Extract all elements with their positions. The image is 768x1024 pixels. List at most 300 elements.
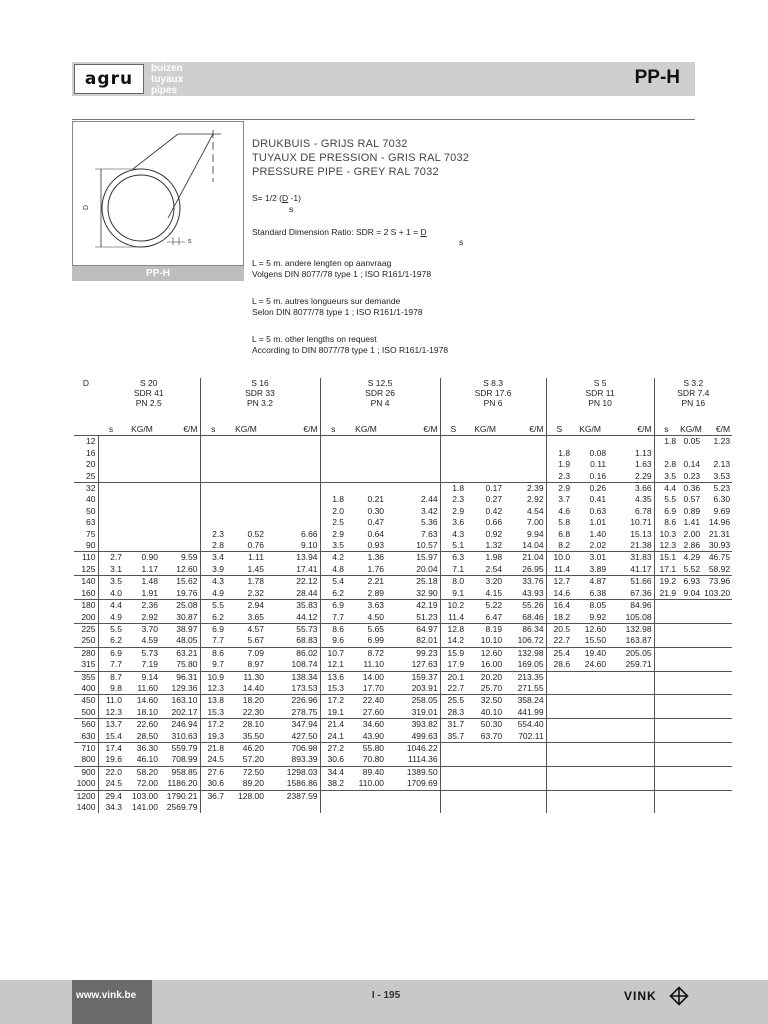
table-cell — [504, 459, 546, 470]
table-cell: 3.1 — [98, 564, 124, 576]
table-cell: 10.7 — [320, 647, 346, 659]
column-header: s — [654, 424, 678, 436]
series-s-label: S 12.5 — [367, 378, 393, 388]
table-cell: 6.2 — [320, 588, 346, 600]
table-cell — [678, 683, 702, 695]
table-cell: 310.63 — [171, 730, 198, 741]
table-cell — [386, 459, 440, 470]
table-cell: 55.80 — [346, 742, 386, 754]
table-cell: 6.9 — [200, 623, 226, 635]
table-cell: 82.01 — [416, 635, 438, 646]
table-cell: 893.39 — [291, 754, 318, 765]
table-cell: 43.90 — [362, 730, 385, 741]
diameter-cell: 1200 — [74, 790, 98, 802]
table-cell — [346, 471, 386, 483]
table-cell — [546, 754, 572, 766]
table-cell: 72.50 — [226, 766, 266, 778]
table-cell: 28.6 — [546, 659, 572, 671]
series-pn-label: PN 3.2 — [247, 398, 274, 408]
diameter-cell: 180 — [74, 600, 98, 612]
table-cell: 21.9 — [654, 588, 678, 600]
table-cell: 15.62 — [160, 576, 200, 588]
table-cell — [678, 719, 702, 731]
table-cell: 2569.79 — [166, 802, 198, 812]
series-sdr-label: SDR 33 — [245, 388, 275, 398]
title-english: PRESSURE PIPE - GREY RAL 7032 — [252, 166, 439, 178]
table-cell — [386, 471, 440, 483]
table-cell: 4.8 — [320, 564, 346, 576]
table-cell — [654, 802, 678, 813]
table-cell — [346, 802, 386, 813]
table-cell: 4.59 — [141, 635, 158, 646]
table-cell: 31.83 — [608, 552, 654, 564]
table-cell: 19.40 — [572, 647, 608, 659]
table-cell: 110.00 — [358, 778, 385, 789]
table-cell: 84.96 — [608, 600, 654, 612]
table-cell — [654, 671, 678, 683]
table-cell: 0.66 — [485, 517, 503, 528]
table-cell: 28.44 — [296, 587, 318, 598]
table-cell — [466, 742, 504, 754]
table-cell — [386, 436, 440, 448]
table-cell: 6.2 — [98, 635, 124, 647]
table-cell: 13.8 — [200, 695, 226, 707]
table-cell — [678, 766, 702, 778]
table-cell — [654, 742, 678, 754]
table-cell — [546, 778, 572, 790]
footer-website-link[interactable]: www.vink.be — [76, 990, 137, 1001]
table-cell: 14.2 — [440, 635, 466, 647]
table-cell: 46.20 — [226, 742, 266, 754]
table-cell — [346, 436, 386, 448]
table-cell: 2.02 — [589, 540, 607, 551]
table-cell: 72.00 — [136, 778, 158, 789]
table-cell: 9.1 — [440, 588, 466, 600]
table-cell: 1046.22 — [386, 742, 440, 754]
table-cell: 103.20 — [704, 587, 731, 598]
table-cell: 22.0 — [98, 766, 124, 778]
table-cell: 0.52 — [247, 528, 264, 539]
table-cell — [160, 494, 200, 505]
table-cell — [200, 448, 226, 459]
table-cell: 1186.20 — [167, 778, 198, 789]
table-cell: 9.59 — [160, 552, 200, 564]
formula-s-numerator: D — [282, 193, 289, 203]
table-row — [74, 707, 732, 719]
table-cell — [440, 778, 466, 790]
table-cell: 1.40 — [589, 528, 607, 539]
table-cell: 17.9 — [440, 659, 466, 671]
table-cell — [320, 790, 346, 802]
table-cell: 3.5 — [320, 540, 346, 552]
table-cell: 34.60 — [346, 719, 386, 731]
table-cell: 24.5 — [200, 754, 226, 766]
table-cell: 3.53 — [713, 470, 731, 481]
table-cell: 1298.03 — [266, 766, 320, 778]
table-cell: 34.4 — [320, 766, 346, 778]
table-cell: 2.3 — [200, 529, 226, 540]
category-nl: buizen — [151, 63, 183, 74]
table-cell: 48.05 — [176, 635, 198, 646]
table-cell: 20.1 — [440, 671, 466, 683]
note-french-standard: Selon DIN 8077/78 type 1 ; ISO R161/1-1978 — [252, 307, 423, 317]
table-cell — [200, 436, 226, 448]
table-cell: 393.82 — [386, 719, 440, 731]
table-cell: 11.0 — [98, 695, 124, 707]
table-cell: 0.64 — [367, 528, 385, 539]
table-cell — [608, 683, 654, 695]
table-cell — [160, 517, 200, 528]
table-cell: 2.44 — [421, 494, 438, 505]
table-cell: 10.3 — [654, 529, 678, 540]
table-cell: 44.12 — [296, 611, 318, 622]
note-english-standard: According to DIN 8077/78 type 1 ; ISO R161/1-1978 — [252, 345, 449, 355]
column-header: KG/M — [680, 424, 702, 434]
table-cell — [654, 695, 678, 707]
diameter-cell: 20 — [86, 459, 96, 470]
table-cell — [226, 494, 266, 505]
table-cell: 4.9 — [200, 588, 226, 600]
table-cell — [678, 635, 702, 647]
table-cell — [266, 459, 320, 470]
table-cell: 441.99 — [517, 706, 544, 717]
table-cell: 70.80 — [362, 754, 385, 765]
table-cell — [440, 766, 466, 778]
table-cell: 5.5 — [98, 623, 124, 635]
table-cell: 6.2 — [200, 612, 226, 624]
table-cell: 3.9 — [200, 564, 226, 576]
table-cell — [124, 471, 160, 483]
table-cell: 2.13 — [713, 459, 731, 470]
table-cell — [608, 695, 654, 707]
table-cell: 1.11 — [226, 552, 266, 564]
table-cell: 3.66 — [608, 483, 654, 495]
table-cell: 3.4 — [200, 552, 226, 564]
table-cell — [702, 635, 732, 647]
table-cell: 12.60 — [466, 647, 504, 659]
table-cell — [504, 802, 546, 813]
table-cell: 0.76 — [247, 540, 264, 551]
table-cell — [678, 790, 702, 802]
table-cell: 16.00 — [480, 659, 503, 670]
table-cell: 13.94 — [266, 552, 320, 564]
table-cell: 9.69 — [713, 505, 731, 516]
table-cell: 89.40 — [346, 766, 386, 778]
table-cell — [702, 683, 732, 695]
table-cell: 3.70 — [124, 623, 160, 635]
table-cell: 17.70 — [362, 682, 385, 693]
diameter-cell: 50 — [86, 505, 96, 516]
table-cell: 9.14 — [124, 671, 160, 683]
table-cell: 4.54 — [527, 505, 544, 516]
diameter-cell: 355 — [74, 671, 98, 683]
table-cell: 0.16 — [589, 470, 607, 481]
table-cell: 8.05 — [572, 600, 608, 612]
table-cell — [702, 778, 732, 790]
table-cell: 24.60 — [584, 659, 607, 670]
table-cell — [608, 742, 654, 754]
table-row — [74, 612, 732, 624]
table-cell — [702, 790, 732, 802]
table-cell: 27.2 — [320, 742, 346, 754]
table-cell: 2.29 — [635, 470, 652, 481]
table-cell: 0.17 — [466, 483, 504, 495]
diameter-cell: 90 — [86, 540, 96, 551]
diameter-cell: 110 — [74, 552, 98, 564]
table-cell — [678, 671, 702, 683]
table-cell: 20.04 — [416, 563, 438, 574]
table-cell: 31.7 — [440, 719, 466, 731]
table-cell: 40.10 — [480, 706, 503, 717]
table-cell: 6.78 — [635, 505, 652, 516]
table-cell — [160, 436, 200, 448]
table-cell: 5.73 — [124, 647, 160, 659]
diameter-cell: 1000 — [76, 778, 96, 789]
table-cell: 19.2 — [654, 576, 678, 588]
table-cell — [466, 448, 504, 459]
table-row — [74, 647, 732, 659]
table-cell: 5.5 — [654, 494, 678, 505]
column-header: s — [108, 424, 114, 434]
table-cell: 15.97 — [386, 552, 440, 564]
table-row — [74, 459, 732, 470]
table-cell: 5.65 — [346, 623, 386, 635]
table-cell — [702, 695, 732, 707]
column-header: €/M — [183, 424, 198, 434]
table-cell: 2.9 — [440, 506, 466, 517]
table-cell — [466, 471, 504, 483]
column-header-blank — [74, 424, 98, 436]
table-cell — [504, 448, 546, 459]
table-cell: 5.52 — [683, 563, 701, 574]
agru-logo — [74, 64, 144, 94]
table-cell: 4.87 — [572, 576, 608, 588]
table-cell — [546, 790, 572, 802]
table-cell: 27.6 — [200, 766, 226, 778]
table-row — [74, 506, 732, 517]
table-row — [74, 719, 732, 731]
table-cell: 0.30 — [367, 505, 385, 516]
column-header: €/M — [637, 424, 652, 434]
table-cell: 14.96 — [708, 517, 731, 528]
table-cell: 2.00 — [683, 528, 701, 539]
table-cell: 15.1 — [654, 552, 678, 564]
table-cell: 554.40 — [504, 719, 546, 731]
table-cell: 2.8 — [200, 540, 226, 552]
table-cell — [702, 647, 732, 659]
series-pn-label: PN 16 — [681, 398, 706, 408]
table-cell: 10.0 — [546, 552, 572, 564]
table-row — [74, 564, 732, 576]
table-cell: 5.22 — [466, 600, 504, 612]
table-cell: 17.1 — [654, 564, 678, 576]
table-cell: 21.4 — [320, 719, 346, 731]
table-cell: 42.19 — [386, 600, 440, 612]
table-cell: 15.3 — [320, 683, 346, 695]
table-cell: 2.89 — [367, 587, 385, 598]
diameter-cell: 900 — [74, 766, 98, 778]
table-cell — [440, 742, 466, 754]
column-header: €/M — [303, 424, 318, 434]
table-cell — [386, 802, 440, 813]
table-cell: 15.3 — [200, 707, 226, 719]
table-cell: 0.63 — [589, 505, 607, 516]
formula-s-suffix: -1) — [288, 193, 301, 203]
table-cell: 4.4 — [98, 600, 124, 612]
table-cell: 2.3 — [440, 494, 466, 505]
table-cell: 8.6 — [654, 517, 678, 528]
table-cell: 27.60 — [362, 706, 385, 717]
table-cell — [654, 659, 678, 671]
table-cell: 173.53 — [291, 682, 318, 693]
table-row — [74, 766, 732, 778]
table-cell: 22.40 — [346, 695, 386, 707]
table-cell: 6.9 — [320, 600, 346, 612]
table-cell: 12.3 — [98, 707, 124, 719]
table-cell: 11.4 — [440, 612, 466, 624]
table-cell: 1.9 — [546, 459, 572, 470]
table-cell — [98, 459, 124, 470]
table-cell — [678, 778, 702, 790]
series-header — [320, 378, 440, 424]
table-row — [74, 588, 732, 600]
table-cell: 163.87 — [625, 635, 652, 646]
table-cell: 14.00 — [346, 671, 386, 683]
table-cell: 38.97 — [160, 623, 200, 635]
table-cell — [160, 459, 200, 470]
column-header: s — [320, 424, 346, 436]
table-cell: 163.10 — [160, 695, 200, 707]
table-cell — [98, 529, 124, 540]
table-cell: 3.7 — [546, 494, 572, 505]
table-cell: 427.50 — [291, 730, 318, 741]
table-cell: 4.57 — [226, 623, 266, 635]
diameter-cell: 250 — [81, 635, 96, 646]
table-cell: 33.76 — [504, 576, 546, 588]
table-cell: 271.55 — [517, 682, 544, 693]
table-row — [74, 790, 732, 802]
table-cell: 4.4 — [654, 483, 678, 495]
table-cell — [572, 790, 608, 802]
diameter-cell: 1400 — [76, 802, 96, 812]
table-cell: 30.6 — [320, 754, 346, 766]
table-row — [74, 742, 732, 754]
table-cell — [504, 742, 546, 754]
table-cell: 6.30 — [713, 494, 731, 505]
table-cell — [124, 517, 160, 528]
table-cell: 10.71 — [630, 517, 652, 528]
table-cell: 96.31 — [160, 671, 200, 683]
formula-s-prefix: S= 1/2 ( — [252, 193, 283, 203]
table-cell: 169.05 — [517, 659, 544, 670]
table-cell — [266, 506, 320, 517]
series-sdr-label: SDR 11 — [585, 388, 615, 398]
logo-text: agru — [84, 69, 134, 89]
table-cell: 12.3 — [200, 683, 226, 695]
table-cell — [98, 540, 124, 552]
table-cell: 18.10 — [136, 706, 158, 717]
table-cell — [702, 719, 732, 731]
table-cell: 0.23 — [683, 470, 701, 481]
note-french-length: L = 5 m. autres longueurs sur demande — [252, 296, 401, 306]
table-cell — [226, 471, 266, 483]
table-cell — [266, 471, 320, 483]
wall-label: s — [188, 238, 192, 245]
table-cell: 22.60 — [124, 719, 160, 731]
table-cell — [678, 707, 702, 719]
table-cell — [702, 802, 732, 813]
table-cell: 8.6 — [200, 647, 226, 659]
table-cell: 3.89 — [589, 563, 607, 574]
table-cell — [504, 471, 546, 483]
table-cell: 86.02 — [266, 647, 320, 659]
table-cell: 8.2 — [546, 540, 572, 552]
table-cell — [654, 707, 678, 719]
table-row — [74, 576, 732, 588]
table-cell: 0.57 — [683, 494, 701, 505]
table-cell: 6.93 — [678, 576, 702, 588]
header-divider — [72, 119, 695, 120]
table-cell: 7.09 — [226, 647, 266, 659]
table-cell — [160, 483, 200, 495]
table-cell — [654, 635, 678, 647]
table-cell — [440, 790, 466, 802]
table-cell: 9.04 — [683, 587, 701, 598]
table-cell — [572, 766, 608, 778]
table-cell: 1114.36 — [408, 754, 438, 765]
table-cell — [608, 731, 654, 743]
table-cell — [504, 754, 546, 766]
table-cell — [504, 766, 546, 778]
diameter-cell: 315 — [81, 659, 96, 670]
table-cell — [466, 802, 504, 813]
table-cell: 1.8 — [440, 483, 466, 495]
table-cell: 22.12 — [266, 576, 320, 588]
table-cell: 41.17 — [630, 563, 652, 574]
table-cell: 6.66 — [300, 528, 318, 539]
table-cell — [226, 436, 266, 448]
diameter-cell: 400 — [81, 682, 96, 693]
table-cell — [124, 540, 160, 552]
table-cell: 8.0 — [440, 576, 466, 588]
table-cell — [678, 754, 702, 766]
table-cell: 203.91 — [411, 682, 438, 693]
table-cell: 10.10 — [480, 635, 503, 646]
table-cell: 246.94 — [160, 719, 200, 731]
table-cell: 5.4 — [320, 576, 346, 588]
table-cell — [572, 778, 608, 790]
diameter-cell: 140 — [74, 576, 98, 588]
table-cell: 4.29 — [678, 552, 702, 564]
category-labels — [151, 63, 183, 96]
table-cell: 22.30 — [242, 706, 264, 717]
table-cell: 15.9 — [440, 647, 466, 659]
pipe-cross-section-figure — [72, 121, 244, 266]
table-cell: 0.26 — [572, 483, 608, 495]
table-cell — [266, 517, 320, 528]
note-english-length: L = 5 m. other lengths on request — [252, 334, 377, 344]
table-cell: 7.7 — [320, 612, 346, 624]
table-cell: 1.8 — [320, 494, 346, 505]
table-cell: 63.21 — [160, 647, 200, 659]
diameter-cell: 200 — [81, 611, 96, 622]
table-cell: 24.5 — [98, 778, 124, 790]
table-cell — [654, 754, 678, 766]
series-s-label: S 20 — [140, 378, 158, 388]
table-cell: 7.63 — [421, 528, 438, 539]
table-cell: 11.60 — [137, 682, 158, 693]
table-cell: 20.20 — [466, 671, 504, 683]
